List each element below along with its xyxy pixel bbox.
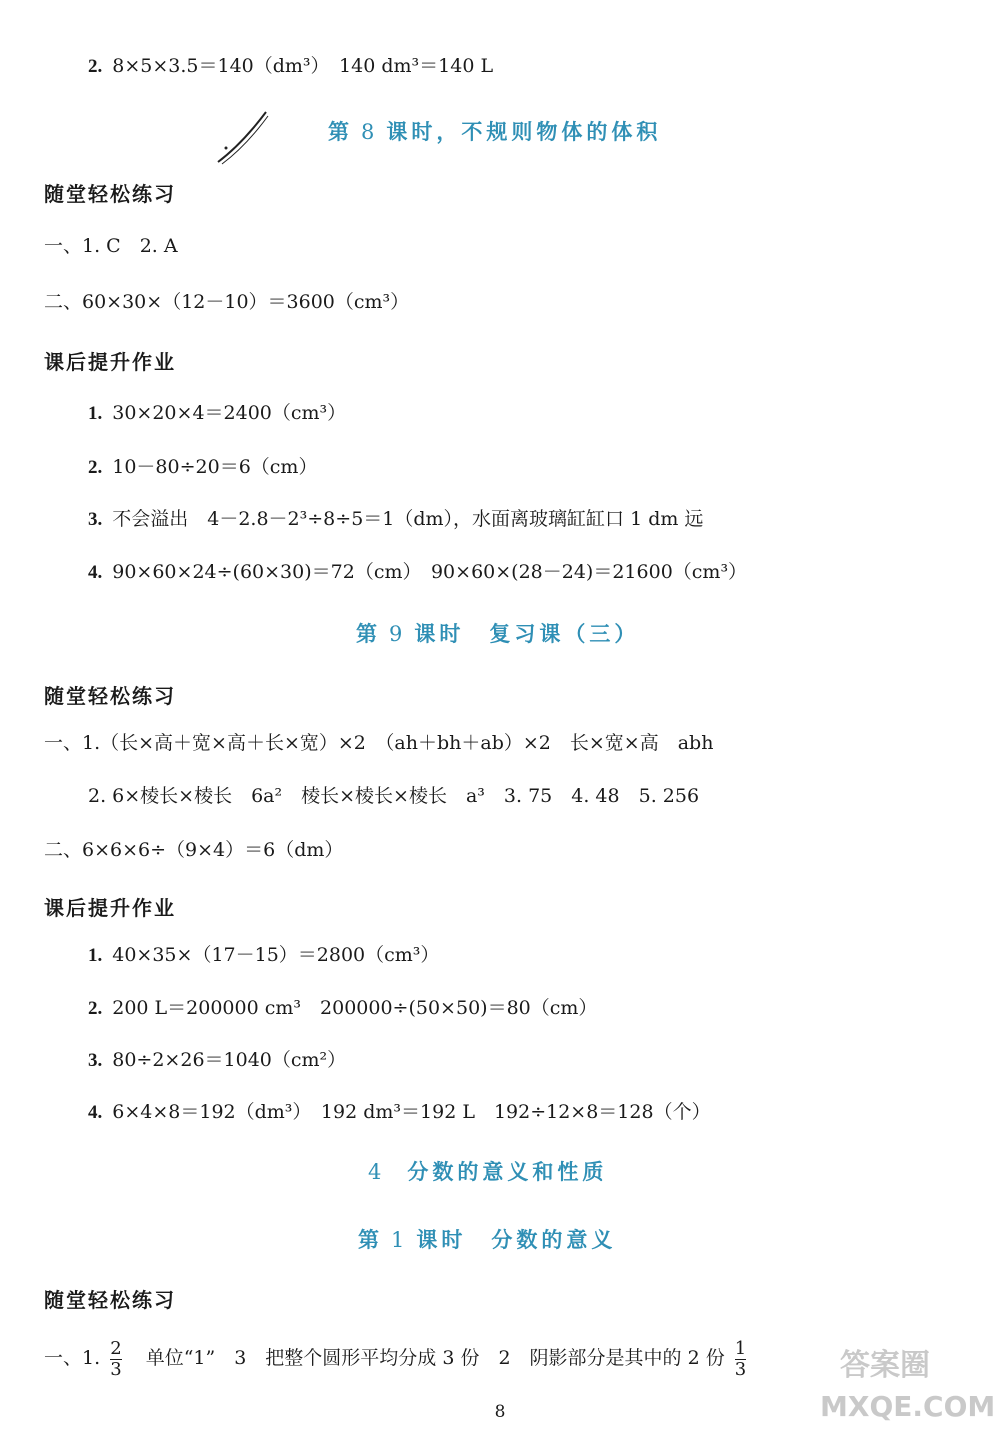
section-heading: 随堂轻松练习 [44,1288,176,1312]
answer-line: 二、60×30×（12－10）＝3600（cm³） [44,291,410,313]
answer-line: 3. 80÷2×26＝1040（cm²） [88,1049,347,1071]
answer-line: 4. 90×60×24÷(60×30)＝72（cm） 90×60×(28－24)＝21600（cm³） [88,561,748,583]
pen-decoration-icon [212,108,272,168]
unit-title: 4 分数的意义和性质 [368,1160,608,1184]
item-number: 2. [88,56,103,77]
watermark-url: MXQE.COM [820,1390,996,1423]
fraction: $\frac{1}{3}$ [734,1337,747,1380]
section-heading: 课后提升作业 [44,896,176,920]
lesson-8-title: 第 8 课时，不规则物体的体积 [328,120,662,144]
answer-line: 一、1. C 2. A [44,235,178,257]
answer-line [88,54,493,79]
answer-line: 一、1. $\frac{2}{3}$ 单位“1” 3 把整个圆形平均分成 3 份 2 阴影部分是其中的 2 份 $\frac{1}{3}$ [44,1337,747,1380]
lesson-1-title: 第 1 课时 分数的意义 [358,1228,617,1252]
page-number: 8 [494,1402,506,1422]
section-heading: 课后提升作业 [44,350,176,374]
section-heading: 随堂轻松练习 [44,182,176,206]
answer-line: 2. 10－80÷20＝6（cm） [88,456,318,478]
answer-line: 一、1.（长×高＋宽×高＋长×宽）×2 （ah＋bh＋ab）×2 长×宽×高 abh [44,732,714,754]
watermark-logo: 答案圈 [840,1348,930,1383]
answer-text: 8×5×3.5＝140（dm³） 140 dm³＝140 L [112,55,494,77]
answer-line: 4. 6×4×8＝192（dm³） 192 dm³＝192 L 192÷12×8＝128（个） [88,1101,711,1123]
answer-line: 2. 200 L＝200000 cm³ 200000÷(50×50)＝80（cm） [88,997,598,1019]
section-heading: 随堂轻松练习 [44,684,176,708]
answer-line: 二、6×6×6÷（9×4）＝6（dm） [44,839,344,861]
answer-line: 1. 30×20×4＝2400（cm³） [88,402,347,424]
answer-line: 1. 40×35×（17－15）＝2800（cm³） [88,944,440,966]
answer-line: 2. 6×棱长×棱长 6a² 棱长×棱长×棱长 a³ 3. 75 4. 48 5. 256 [88,785,700,807]
fraction: $\frac{2}{3}$ [110,1337,122,1380]
answer-line: 3. 不会溢出 4－2.8－2³÷8÷5＝1（dm），水面离玻璃缸缸口 1 dm 远 [88,508,704,530]
lesson-9-title: 第 9 课时 复习课（三） [356,622,640,646]
